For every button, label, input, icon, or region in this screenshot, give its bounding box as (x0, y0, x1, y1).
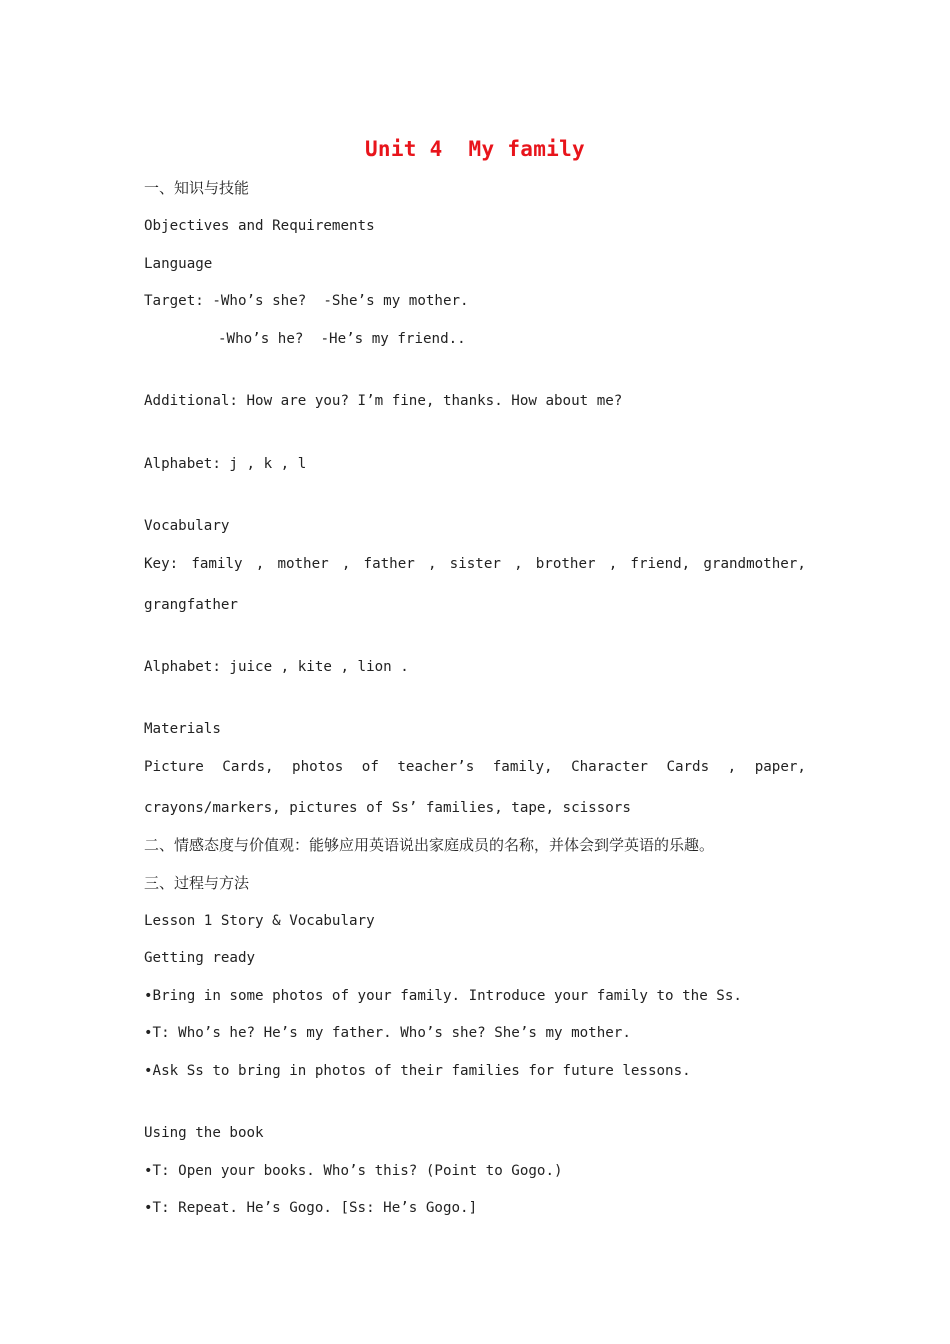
materials-word: , (727, 759, 737, 775)
target-line-2: -Who’s he? -He’s my friend.. (218, 331, 466, 347)
key-word: friend, (630, 556, 691, 572)
list-item: •Bring in some photos of your family. Introduce your family to the Ss. (144, 988, 742, 1004)
using-book-heading: Using the book (144, 1125, 264, 1141)
materials-word: paper, (754, 759, 806, 775)
section1-heading: 一、知识与技能 (144, 179, 250, 197)
key-word: , (608, 556, 618, 572)
key-word: brother (535, 556, 596, 572)
key-word: , (255, 556, 265, 572)
materials-word: Cards, (222, 759, 274, 775)
materials-word: Character (571, 759, 648, 775)
language-heading: Language (144, 256, 213, 272)
section3-heading: 三、过程与方法 (144, 874, 250, 892)
target-line-1: Target: -Who’s she? -She’s my mother. (144, 293, 469, 309)
additional-line: Additional: How are you? I’m fine, thanks. How about me? (144, 393, 623, 409)
alphabet-letters-line: Alphabet: j , k , l (144, 456, 307, 472)
key-word: family (191, 556, 243, 572)
list-item: •T: Open your books. Who’s this? (Point to Gogo.) (144, 1163, 563, 1179)
key-word: sister (449, 556, 501, 572)
materials-word: teacher’s (397, 759, 475, 775)
key-word: , (514, 556, 523, 572)
lesson1-heading: Lesson 1 Story & Vocabulary (144, 913, 375, 929)
materials-line (144, 757, 806, 777)
list-item: •T: Repeat. He’s Gogo. [Ss: He’s Gogo.] (144, 1200, 478, 1216)
key-word: Key: (144, 556, 179, 572)
key-vocabulary-line (144, 554, 806, 574)
materials-word: of (361, 759, 379, 775)
alphabet-words-line: Alphabet: juice , kite , lion . (144, 659, 409, 675)
list-item: •T: Who’s he? He’s my father. Who’s she? She’s my mother. (144, 1025, 631, 1041)
materials-word: Cards (666, 759, 710, 775)
key-word: grandmother, (703, 556, 806, 572)
materials-word: photos (292, 759, 344, 775)
materials-heading: Materials (144, 721, 221, 737)
key-word: , (427, 556, 437, 572)
vocabulary-heading: Vocabulary (144, 518, 230, 534)
key-word: , (341, 556, 351, 572)
list-item: •Ask Ss to bring in photos of their families for future lessons. (144, 1063, 691, 1079)
materials-line-2: crayons/markers, pictures of Ss’ families, tape, scissors (144, 800, 631, 816)
key-word: mother (277, 556, 329, 572)
key-vocabulary-line-2: grangfather (144, 597, 238, 613)
section2-line: 二、情感态度与价值观：能够应用英语说出家庭成员的名称，并体会到学英语的乐趣。 (144, 836, 715, 854)
document-title: Unit 4 My family (364, 137, 586, 161)
getting-ready-heading: Getting ready (144, 950, 256, 966)
objectives-heading: Objectives and Requirements (144, 218, 375, 234)
key-word: father (363, 556, 415, 572)
materials-word: family, (492, 759, 553, 775)
materials-word: Picture (144, 759, 204, 775)
